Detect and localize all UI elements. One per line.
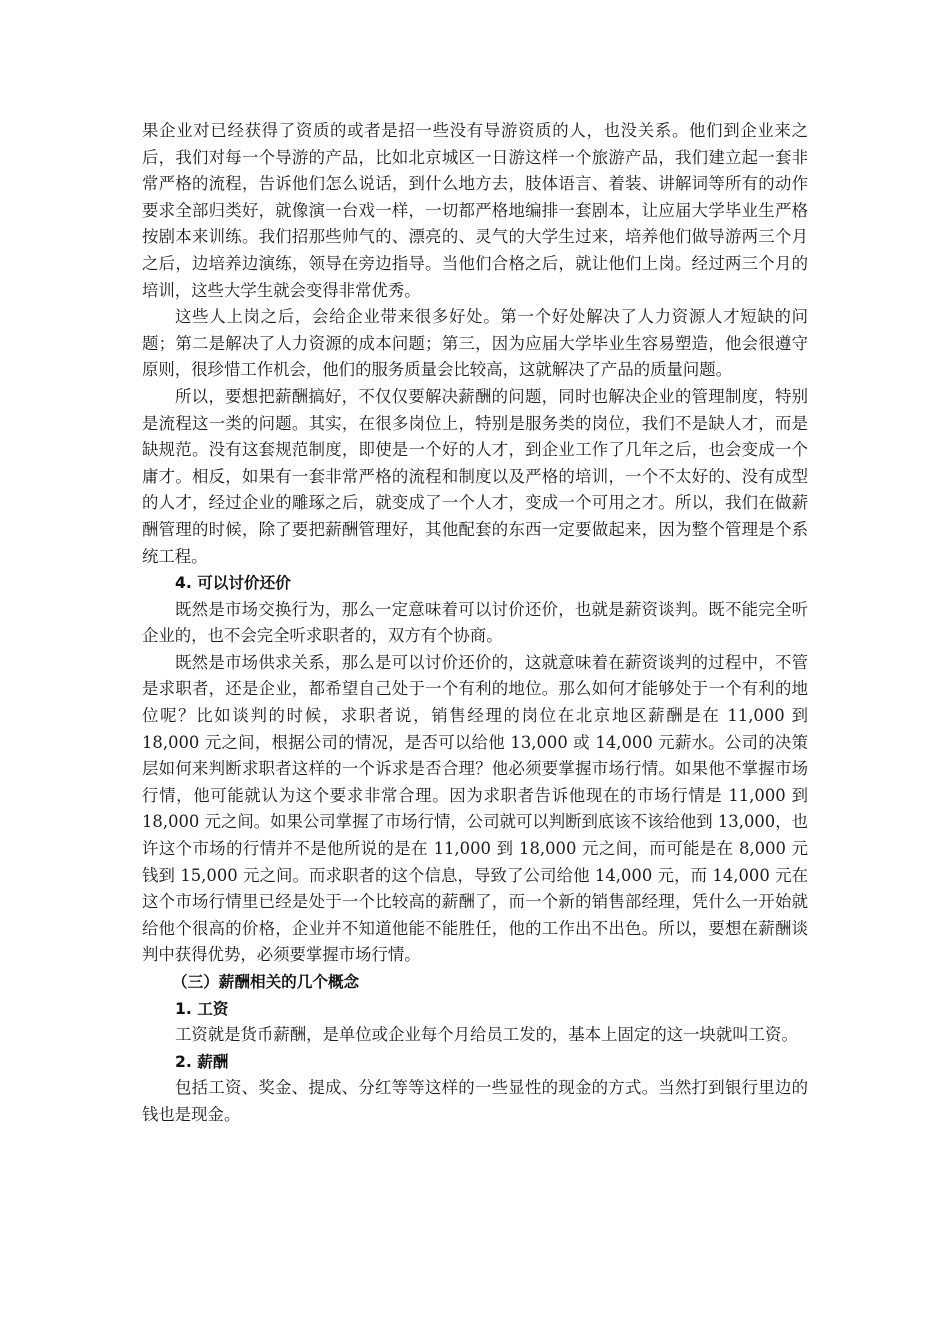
subheading-bargaining: 4. 可以讨价还价 (175, 574, 291, 593)
paragraph: 工资就是货币薪酬，是单位或企业每个月给员工发的，基本上固定的这一块就叫工资。 (175, 1025, 798, 1045)
section-heading-concepts: （三）薪酬相关的几个概念 (172, 973, 360, 991)
paragraph: 所以，要想把薪酬搞好，不仅仅要解决薪酬的问题，同时也解决企业的管理制度，特别是流程这一类的问题。其实，在很多岗位上，特别是服务类的岗位，我们不是缺人才，而是缺规范。没有这套规范制度，即使是一个好的人才，到企业工作了几年之后，也会变成一个庸才。相反，如果有一套非常严格的流程和制度以及严格的培训，一个不太好的、没有成型的人才，经过企业的雕琢之后，就变成了一个人才，变成一个可用之才。所以，我们在做薪酬管理的时候，除了要把薪酬管理好，其他配套的东西一定要做起来，因为整个管理是个系统工程。 (142, 386, 808, 566)
subheading-compensation: 2. 薪酬 (175, 1052, 229, 1071)
subheading-wages: 1. 工资 (175, 999, 229, 1018)
document-body (142, 118, 808, 1129)
paragraph: 既然是市场交换行为，那么一定意味着可以讨价还价，也就是薪资谈判。既不能完全听企业的，也不会完全听求职者的，双方有个协商。 (142, 599, 808, 646)
paragraph: 这些人上岗之后，会给企业带来很多好处。第一个好处解决了人力资源人才短缺的问题；第二是解决了人力资源的成本问题；第三，因为应届大学毕业生容易塑造，他会很遵守原则，很珍惜工作机会，他们的服务质量会比较高，这就解决了产品的质量问题。 (142, 307, 808, 380)
paragraph: 既然是市场供求关系，那么是可以讨价还价的，这就意味着在薪资谈判的过程中，不管是求职者，还是企业，都希望自己处于一个有利的地位。那么如何才能够处于一个有利的地位呢？比如谈判的时候，求职者说，销售经理的岗位在北京地区薪酬是在 11,000 到 18,000 元之间，根据公司的情况，是否可以给他 13,000 或 14,000 元薪水。公司的决策层如何来判断求职者这样的一个诉求是否合理？他必须要掌握市场行情。如果他不掌握市场行情，他可能就认为这个要求非常合理。因为求职者告诉他现在的市场行情是 11,000 到 18,000 元之间。如果公司掌握了市场行情，公司就可以判断到底该不该给他到 13,000，也许这个市场的行情并不是他所说的是在 11,000 到 18,000 元之间，而可能是在 8,000 元钱到 15,000 元之间。而求职者的这个信息，导致了公司给他 14,000 元，而 14,000 元在这个市场行情里已经是处于一个比较高的薪酬了，而一个新的销售部经理，凭什么一开始就给他个很高的价格，企业并不知道他能不能胜任，他的工作出不出色。所以，要想在薪酬谈判中获得优势，必须要掌握市场行情。 (142, 652, 809, 965)
paragraph: 果企业对已经获得了资质的或者是招一些没有导游资质的人，也没关系。他们到企业来之后，我们对每一个导游的产品，比如北京城区一日游这样一个旅游产品，我们建立起一套非常严格的流程，告诉他们怎么说话，到什么地方去，肢体语言、着装、讲解词等所有的动作要求全部归类好，就像演一台戏一样，一切都严格地编排一套剧本，让应届大学毕业生严格按剧本来训练。我们招那些帅气的、漂亮的、灵气的大学生过来，培养他们做导游两三个月之后，边培养边演练，领导在旁边指导。当他们合格之后，就让他们上岗。经过两三个月的培训，这些大学生就会变得非常优秀。 (142, 121, 808, 300)
paragraph: 包括工资、奖金、提成、分红等等这样的一些显性的现金的方式。当然打到银行里边的钱也是现金。 (142, 1078, 808, 1124)
